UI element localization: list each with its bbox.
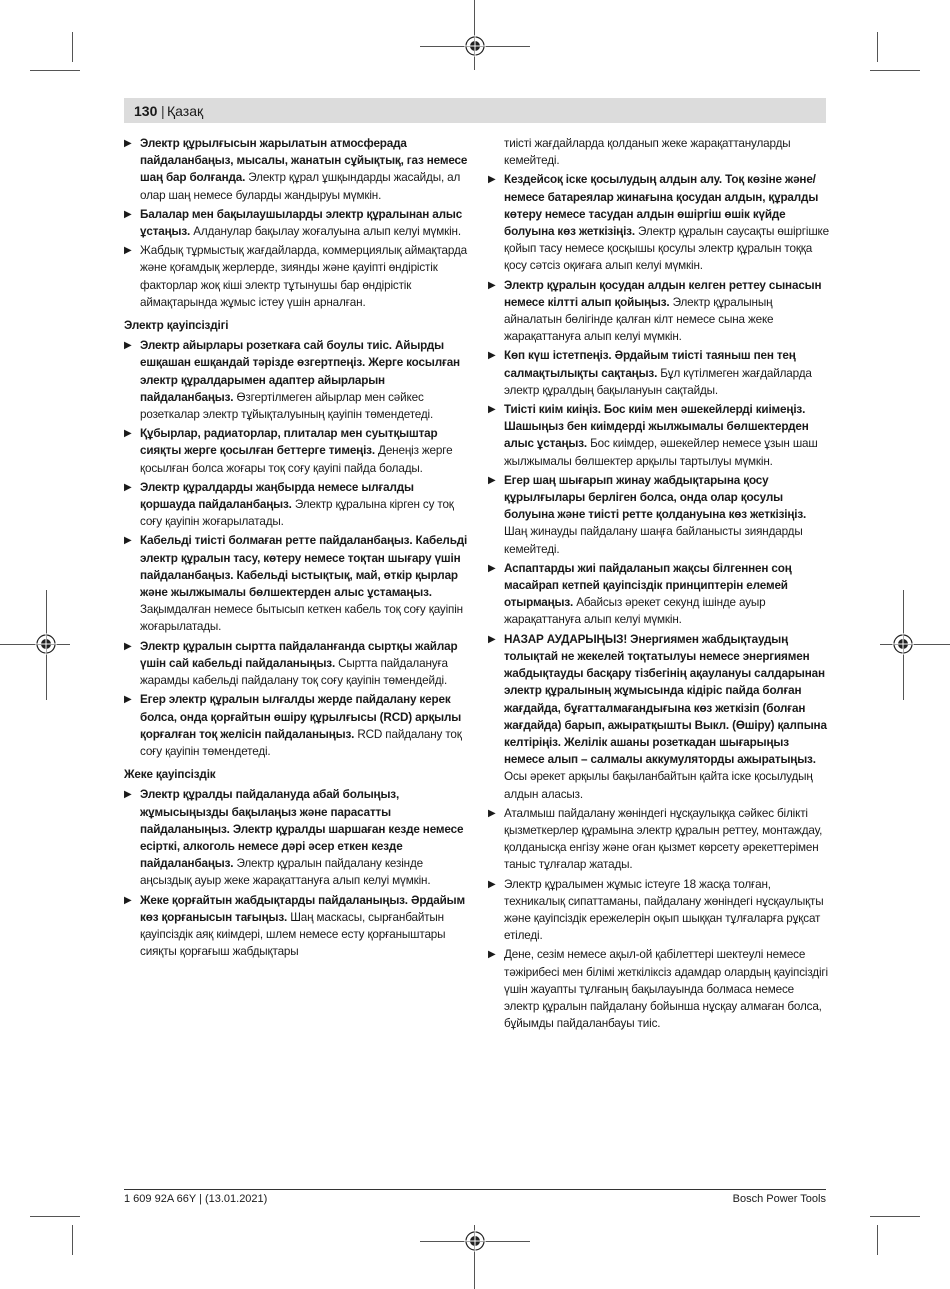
item-bold-text: Электр құралдарды жаңбырда немесе ылғалды қоршауда пайдаланбаңыз.	[140, 480, 414, 512]
item-text: Электр құрал ұшқындарды жасайды, ал олар шаң немесе буларды жандыруы мүмкін.	[140, 171, 461, 202]
left-intro-item	[124, 242, 470, 311]
left-column	[124, 135, 470, 962]
header-separator: |	[161, 103, 165, 119]
left-intro-item	[124, 206, 470, 240]
item-text: Осы әрекет арқылы бақыланбайтын қайта іске қосылудың алдын аласыз.	[504, 770, 813, 801]
item-text: Абайсыз әрекет секунд ішінде ауыр жарақаттануға алып келуі мүмкін.	[504, 596, 766, 627]
bullet-arrow-icon: ▶	[488, 474, 496, 486]
bullet-arrow-icon: ▶	[488, 878, 496, 890]
bullet-arrow-icon: ▶	[124, 340, 132, 352]
item-text: Электр құралын пайдалану кезінде аңсыздық ауыр жеке жарақаттануға алып келуі мүмкін.	[140, 857, 431, 888]
footer-brand: Bosch Power Tools	[732, 1193, 826, 1205]
bullet-arrow-icon: ▶	[124, 481, 132, 493]
item-bold-text: Құбырлар, радиаторлар, плиталар мен суытқыштар сияқты жерге қосылған беттерге тимеңіз.	[140, 427, 438, 458]
item-text: Дене, сезім немесе ақыл-ой қабілеттері шектеулі немесе тәжірибесі мен білімі жеткіліксіз адамдар олардың қауіпсіздігі үшін жауапты тұлғаның бақылауында болмаса немесе электр құралын пайдалану бойынша нұсқау алмаған болса, бұйымды пайдаланбауы тиіс.	[504, 948, 828, 1031]
registration-mark-icon	[464, 35, 486, 57]
right-item	[488, 805, 829, 874]
bullet-arrow-icon: ▶	[488, 404, 496, 416]
electrical-safety-item	[124, 479, 470, 531]
item-text: Алданулар бақылау жоғалуына алып келуі мүмкін.	[190, 225, 461, 239]
left-intro-item	[124, 135, 470, 204]
item-bold-text: Электр айырлары розеткаға сай боулы тиіс. Айырды ешқашан ешқандай тәрізде өзгертпеңіз. Жерге косылған электр құралдарымен адаптер айырларын пайдаланбаңыз.	[140, 339, 460, 404]
crop-mark	[870, 1216, 920, 1217]
registration-mark-icon	[892, 633, 914, 655]
crop-mark	[877, 32, 878, 62]
bullet-arrow-icon: ▶	[124, 245, 132, 257]
right-item	[488, 876, 829, 945]
header-language: Қазақ	[167, 103, 204, 119]
bullet-arrow-icon: ▶	[124, 208, 132, 220]
personal-safety-item	[124, 786, 470, 889]
item-text: Зақымдалған немесе бытысып кеткен кабель тоқ соғу қауіпін жоғарылатады.	[140, 603, 463, 634]
page-number: 130	[134, 103, 158, 119]
electrical-safety-item	[124, 638, 470, 690]
bullet-arrow-icon: ▶	[488, 949, 496, 961]
crop-mark	[30, 70, 80, 71]
bullet-arrow-icon: ▶	[124, 428, 132, 440]
item-bold-text: Электр құрылғысын жарылатын атмосферада пайдаланбаңыз, мысалы, жанатын сұйықтық, газ немесе шаң бар болғанда.	[140, 137, 468, 185]
right-item	[488, 472, 829, 558]
item-bold-text: Көп күш істетпеңіз. Әрдайым тиісті таяныш пен тең салмақтылықты сақтаңыз.	[504, 349, 796, 380]
bullet-arrow-icon: ▶	[488, 174, 496, 186]
item-bold-text: Кездейсоқ іске қосылудың алдын алу. Тоқ көзіне және/немесе батареялар жинағына қосудан алдын, құралды көтеру немесе тасудан алдын өшіргіш өшік күйде болуына көз жеткізіңіз.	[504, 173, 819, 239]
item-bold-text: Аспаптарды жиі пайдаланып жақсы білгеннен соң масайрап кетпей қауіпсіздік принциптерін елемей отырмаңыз.	[504, 561, 792, 610]
crop-mark	[880, 644, 950, 645]
crop-mark	[870, 70, 920, 71]
item-bold-text: Электр құралды пайдалануда абай болыңыз, жұмысыңызды бақылаңыз және парасатты пайдаланыңыз. Электр құралды шаршаған кезде немесе есірткі, алкоголь немесе дәрі әсер еткен кезде пайдаланбаңыз.	[140, 788, 464, 871]
bullet-arrow-icon: ▶	[488, 807, 496, 819]
item-text: Шаң маскасы, сырғанбайтын қауіпсіздік аяқ киімдері, шлем немесе есту қорғаныштары сияқты қорғағыш жабдықтары	[140, 910, 446, 959]
bullet-arrow-icon: ▶	[124, 789, 132, 801]
item-text: Аталмыш пайдалану жөніндегі нұсқаулыққа сәйкес білікті қызметкерлер құрамына электр құралын реттеу, монтаждау, қолданысқа енгізу және оған қызмет көрсету әрекеттерімен таныс тұлғалар жатады.	[504, 806, 823, 872]
item-text: Денеңіз жерге қосылған болса жоғары тоқ соғу қауіпі пайда болады.	[140, 444, 453, 475]
electrical-safety-item	[124, 337, 470, 423]
right-item	[488, 631, 829, 803]
item-text: Жабдық тұрмыстық жағдайларда, коммерциялық аймақтарда және қоғамдық жерлерде, зиянды және қауіпті өндірістік факторлар жоқ кіші электр тұтынушы бар өндірістік аймақтарында жұмыс істеу үшін арналған.	[140, 244, 468, 309]
bullet-arrow-icon: ▶	[124, 640, 132, 652]
item-bold-text: Жеке қорғайтын жабдықтарды пайдаланыңыз. Әрдайым көз қорғанысын тағыңыз.	[140, 893, 466, 924]
footer-rule	[124, 1189, 826, 1190]
right-column	[488, 135, 829, 1034]
item-bold-text: Егер шаң шығарып жинау жабдықтарына қосу құрылғылары берліген болса, онда олар қосулы болуына және тиісті ретте қолдануына көз жеткізіңіз.	[504, 473, 807, 522]
item-bold-text: Тиісті киім киіңіз. Бос киім мен әшекейлерді киімеңіз. Шашыңыз бен киімдерді жылжымалы бөлшектерден алыс ұстаңыз.	[504, 403, 809, 451]
item-text: Электр құралымен жұмыс істеуге 18 жасқа толған, техникалық сипаттаманы, пайдалану жөніндегі нұсқаулықты және қауіпсіздік ережелерін оқып шыққан тұлғаларға рұқсат етіледі.	[504, 877, 824, 943]
registration-mark-icon	[35, 633, 57, 655]
section-title-electrical-safety: Электр қауіпсіздігі	[124, 319, 229, 333]
electrical-safety-item	[124, 532, 470, 635]
bullet-arrow-icon: ▶	[488, 633, 496, 645]
crop-mark	[30, 1216, 80, 1217]
bullet-arrow-icon: ▶	[124, 894, 132, 906]
bullet-arrow-icon: ▶	[488, 562, 496, 574]
item-text: Электр құралын саусақты өшіргішке қойып тасу немесе қосқышы қосулы электр құралын тоққа қосу сәтсіз оқиғаға алып келуі мүмкін.	[504, 225, 829, 273]
bullet-arrow-icon: ▶	[488, 279, 496, 291]
bullet-arrow-icon: ▶	[124, 694, 132, 706]
item-bold-text: Егер электр құралын ылғалды жерде пайдалану керек болса, онда қорғайтын өшіру құрылғысы (RCD) арқылы қорғалған тоқ желісін пайдаланыңыз.	[140, 693, 462, 741]
bullet-arrow-icon: ▶	[488, 350, 496, 362]
item-bold-text: НАЗАР АУДАРЫҢЫЗ! Энергиямен жабдықтаудың толықтай не жекелей тоқтатылуы немесе энергиямен жабдықтауды басқару тізбегінің ақаулануы салдарынан электр құралының жұмысында кідіріс пайда болған жағдайда, бұғатталмағандығына көз жеткізіп (болған жағдайда) барып, ажыратқышты Выкл. (Өшіру) қалпына келтіріңіз. Желілік ашаны розеткадан шығарыңыз немесе алып – салмалы аккумуляторды ажыратыңыз.	[504, 632, 827, 767]
item-text: Өзгертілмеген айырлар мен сәйкес розеткалар электр тұйықталуының қауіпін төмендетеді.	[140, 390, 434, 422]
personal-safety-item	[124, 892, 470, 961]
item-bold-text: Электр құралын қосудан алдын келген реттеу сынасын немесе кілтті алып қойыңыз.	[504, 278, 822, 309]
item-bold-text: Кабельді тиісті болмаған ретте пайдаланбаңыз. Кабельді электр құралын тасу, көтеру немесе тоқтан шығару үшін пайдаланбаңыз. Кабельді ыстықтық, май, өткір қырлар және жылжымалы бөлшектерден алыс ұстамаңыз.	[140, 534, 468, 600]
electrical-safety-item	[124, 425, 470, 477]
item-text: Сыртта пайдалануға жарамды кабельді пайдалану тоқ соғу қауіпін төмендейді.	[140, 656, 448, 688]
right-item	[488, 946, 829, 1032]
bullet-arrow-icon: ▶	[124, 138, 132, 149]
right-item	[488, 401, 829, 470]
item-text: Шаң жинауды пайдалану шаңға байланысты зияндарды кемейтеді.	[504, 525, 803, 556]
electrical-safety-item	[124, 691, 470, 760]
crop-mark	[72, 32, 73, 62]
item-text: Электр құралына кірген су тоқ соғу қауіпін жоғарылатады.	[140, 498, 454, 529]
right-item	[488, 347, 829, 399]
item-text: Бұл күтілмеген жағдайларда электр құралдың бақылануын сақтайды.	[504, 366, 812, 397]
crop-mark	[877, 1225, 878, 1255]
right-item	[488, 560, 829, 629]
right-item	[488, 171, 829, 274]
item-bold-text: Электр құралын сыртта пайдаланғанда сыртқы жайлар үшін сай кабельді пайдаланыңыз.	[140, 639, 458, 670]
continued-paragraph: тиісті жағдайларда қолданып жеке жарақаттануларды кемейтеді.	[504, 137, 791, 168]
page-header-bar	[124, 98, 826, 123]
item-text: Электр құралының айналатын бөлігінде қалған кілт немесе сына жеке жарақаттануға алып келуі мүмкін.	[504, 295, 774, 344]
item-text: Бос киімдер, әшекейлер немесе ұзын шаш жылжымалы бөлшектер арқылы тартылуы мүмкін.	[504, 437, 818, 468]
crop-mark	[72, 1225, 73, 1255]
item-text: RCD пайдалану тоқ соғу қауіпін төмендетеді.	[140, 727, 462, 758]
footer-document-code: 1 609 92A 66Y | (13.01.2021)	[124, 1193, 268, 1205]
bullet-arrow-icon: ▶	[124, 535, 132, 547]
registration-mark-icon	[464, 1230, 486, 1252]
section-title-personal-safety: Жеке қауіпсіздік	[124, 768, 216, 782]
item-bold-text: Балалар мен бақылаушыларды электр құралынан алыс ұстаңыз.	[140, 207, 463, 239]
right-item	[488, 277, 829, 346]
